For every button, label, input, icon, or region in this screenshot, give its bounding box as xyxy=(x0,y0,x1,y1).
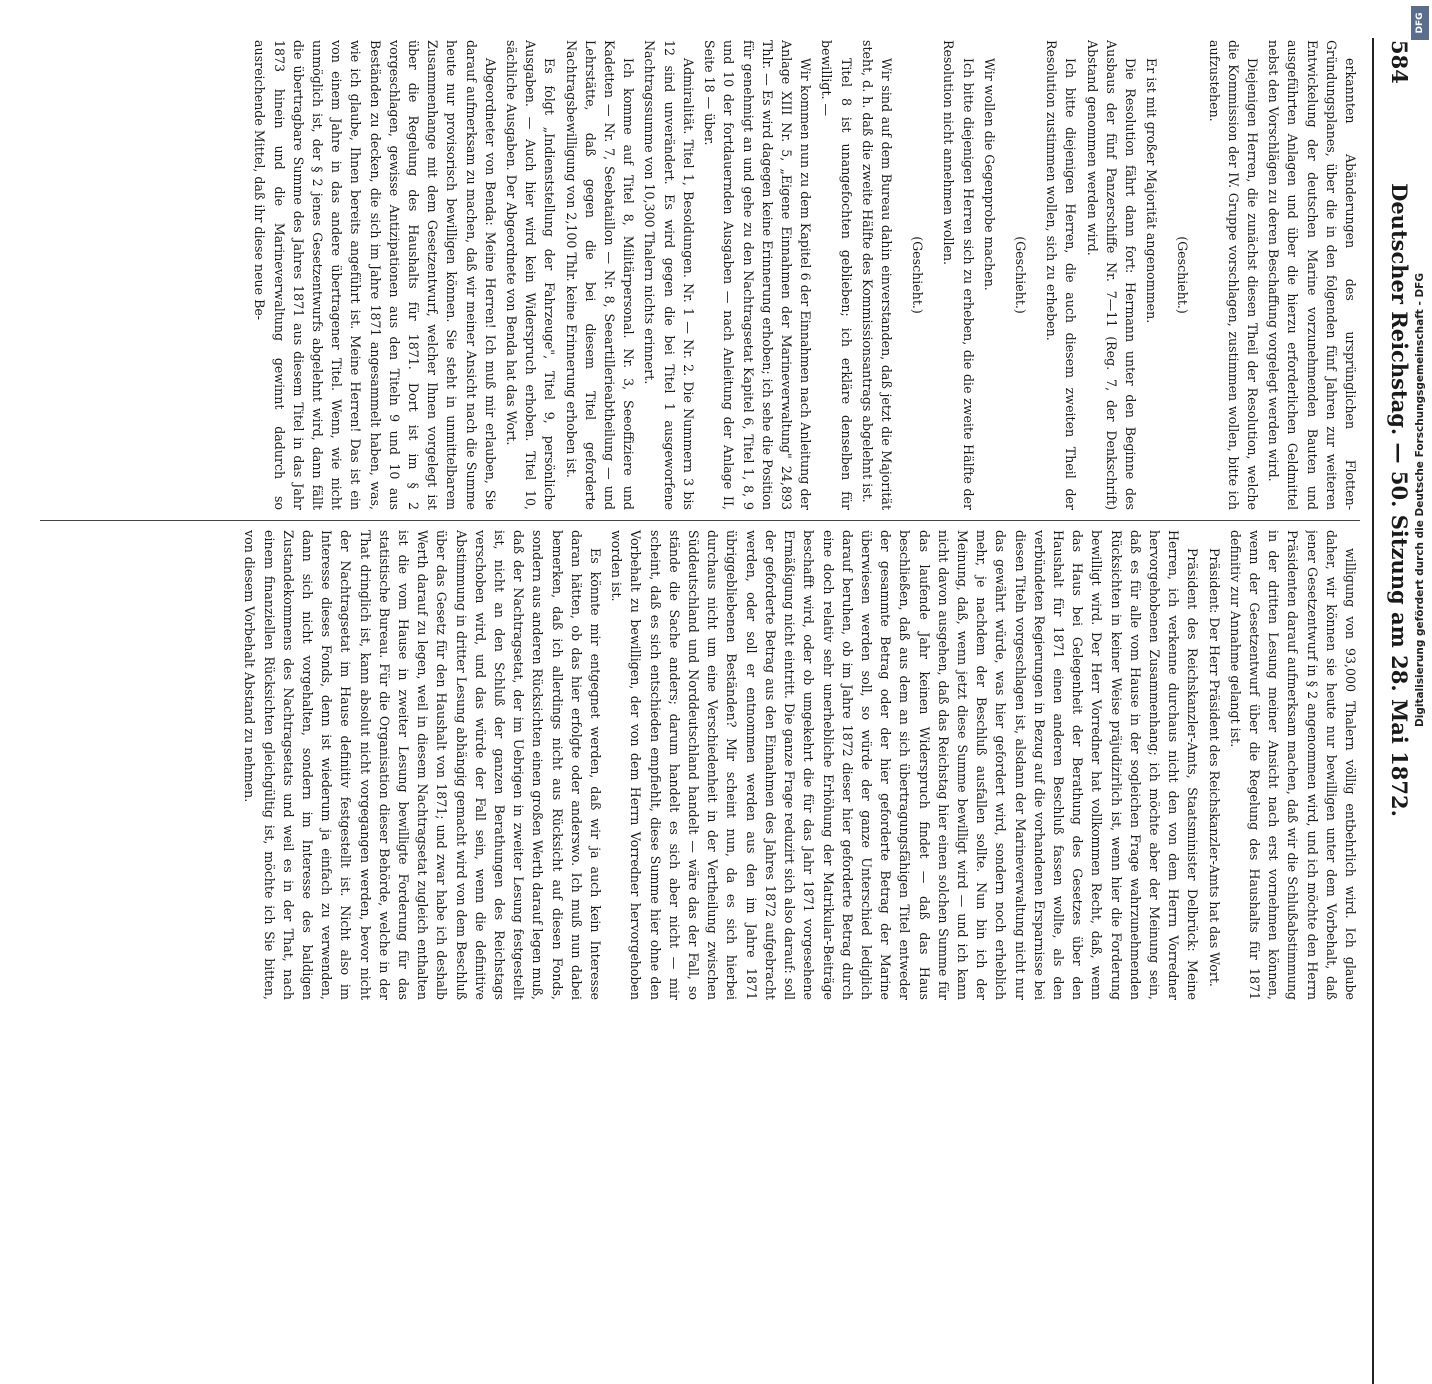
left-paragraph: erkannten Abänderungen des ursprünglichen Flotten-Gründungsplanes, über die in den folgenden fünf Jahren zur weiteren Entwickelung der deutschen Marine vorzunehmenden Bauten und ausgeführten Anlagen und über die hierzu erforderlichen Geldmittel nebst den Vorschlägen zu deren Beschaffung vorgelegt werden wird. xyxy=(1266,40,1358,510)
credit-text: Digitalisierung gefördert durch die Deutsche Forschungsgemeinschaft - DFG xyxy=(1414,273,1426,727)
left-paragraph: Wir sind auf dem Bureau dahin einverstanden, daß jetzt die Majorität steht, d. h. daß die zweite Hälfte des Kommissionsantrags abgelehnt ist. xyxy=(859,40,894,510)
dfg-logo xyxy=(1411,6,1429,40)
left-paragraph: Diejenigen Herren, die zunächst diesen Theil der Resolution, welche die Kommission der IV. Gruppe vorschlagen, zustimmen wollen, bitte ich aufzustehen. xyxy=(1206,40,1260,510)
left-paragraph: (Geschieht.) xyxy=(910,236,926,314)
left-paragraph: Ich komme auf Titel 8, Militärpersonal. Nr. 3, Seeoffiziere und Kadetten — Nr. 7, Seebataillon — Nr. 8, Seeartillerieabtheilung — und Lehrstätte, daß gegen die bei diesem Titel geforderte Nachtragsbewilligung von 2,100 Thlr. keine Erinnerung erhoben ist. xyxy=(563,40,637,510)
left-paragraph: Titel 8 ist unangefochten geblieben; ich erkläre denselben für bewilligt. — xyxy=(819,40,854,510)
dfg-badge-text: DFG xyxy=(1415,12,1425,34)
left-paragraph: Die Resolution fährt dann fort: Hermann unter den Beginne des Ausbaus der fünf Panzerschiffe Nr. 7—11 (Reg. 7, der Denkschrift) Abstand genommen werden wird. xyxy=(1084,40,1138,510)
right-paragraph: willigung von 93,000 Thalern völlig entbehrlich wird. Ich glaube daher, wir können sie heute nur bewilligen unter dem Vorbehalt, daß jener Gesetzentwurf in § 2 angenommen wird, und ich möchte den Herrn Präsidenten darauf aufmerksam machen, daß wir die Schlußabstimmung in der dritten Lesung meiner Ansicht nach erst vornehmen können, wenn der Gesetzentwurf über die Regelung des Haushalts für 1871 definitiv zur Annahme gelangt ist. xyxy=(1227,530,1358,1000)
right-paragraph: Es könnte mir entgegnet werden, daß wir ja auch kein Interesse daran hätten, ob das hier erfolgte oder anderswo. Ich muß nun dabei bemerken, daß ich allerdings nicht aus Rücksicht auf diesen Fonds, sondern aus anderen Rücksichten einen großen Werth darauf legen muß, daß der Nachtragsetat, der im Uebrigen in zweiter Lesung festgestellt ist, nicht an den Schluß der ganzen Berathungen des Reichstags verschoben wird, und das würde der Fall sein, wenn die definitive Abstimmung in dritter Lesung abhängig gemacht wird von dem Beschluß über das Gesetz für den Haushalt von 1871; und zwar habe ich deshalb Werth darauf zu legen, weil in diesem Nachtragsetat zugleich enthalten ist die vom Hause in zweiter Lesung bewilligte Forderung für das statistische Bureau. Für die Organisation dieser Behörde, welche in der That dringlich ist, kann absolut nicht vorgegangen werden, bevor nicht der Nachtragsetat im Hause definitiv festgestellt ist. Nicht also im Interesse dieses Fonds, denn ist wiederum ja einfach zu verwenden, dann sich nicht vorgehalten, sondern im Interesse des baldigen Zustandekommens des Nachtragsetats und weil es in der That, nach einem finanziellen Rücksichten gleichgültig ist, möchte ich Sie bitten, von diesem Vorbehalt Abstand zu nehmen. xyxy=(242,530,604,1000)
left-paragraph: Wir wollen die Gegenprobe machen. xyxy=(981,58,997,291)
right-paragraph: Präsident des Reichskanzler-Amts, Staatsminister Delbrück: Meine Herren, ich verkenne durchaus nicht den von dem Herrn Vorredner hervorgehobenen Zusammenhang; ich möchte aber der Meinung sein, daß es für alle vom Hause in der sogleichen Frage wahrzunehmenden Rücksichten in keiner Weise präjudizirlich ist, wenn hier die Forderung bewilligt wird. Der Herr Vorredner hat vollkommen Recht, daß, wenn das Haus bei Gelegenheit der Berathung des Gesetzes über den Haushalt für 1871 einen anderen Beschluß fassen wollte, als den verbündeten Regierungen in Bezug auf die vorhandenen Ersparnisse bei diesen Titeln vorgeschlagen ist, alsdann der Marineverwaltung nicht nur das gewährt würde, was hier gefordert wird, sondern noch erheblich mehr, je nachdem der Beschluß ausfallen sollte. Nun bin ich der Meinung, daß, wenn jetzt diese Summe bewilligt wird — und ich kann nicht davon ausgehen, daß das Reichstag hier einen solchen Summe für das laufende Jahr keinen Widerspruch findet — daß das Haus beschließen, daß aus dem an sich übertragungsfähigen Titel entweder der gesammte Betrag oder der hier geforderte Betrag der Marine überwiesen werden soll, so würde der ganze Unterschied lediglich darauf beruhen, ob im Jahre 1872 dieser hier geforderte Betrag durch eine doch relativ sehr unerhebliche Erhöhung der Matrikular-Beiträge beschafft wird, oder ob umgekehrt die für das Jahr 1871 vorgesehene Ermäßigung nicht eintritt. Die ganze Frage reduzirt sich also darauf: soll der geforderte Betrag aus den Einnahmen des Jahres 1872 aufgebracht werden, oder soll er entnommen werden aus den im Jahre 1871 übriggebliebenen Beständen? Mir scheint nun, da es sich hierbei durchaus nicht um eine Verschiedenheit in der Vertheilung zwischen Süddeutschland und Norddeutschland handelt — wäre das der Fall, so stände die Sache anders; darum handelt es sich aber nicht — mir scheint, daß es sich entschieden empfiehlt, diese Summe hier ohne den Vorbehalt zu bewilligen, der von dem Herrn Vorredner hervorgehoben worden ist. xyxy=(609,530,1201,1000)
left-paragraph: Abgeordneter von Benda: Meine Herren! Ich muß mir erlauben, Sie darauf aufmerksam zu machen, daß wir meiner Ansicht nach die Summe heute nur provisorisch bewilligen können. Sie steht in unmittelbarem Zusammenhange mit dem Gesetzentwurf, welcher Ihnen vorgelegt ist über die Regelung des Haushalts für 1871. Dort ist im § 2 vorgeschlagen, gewisse Antizipationen aus den Titeln 9 und 10 aus Beständen zu decken, die sich im Jahre 1871 angesammelt haben, was, wie ich glaube, Ihnen bereits angeführt ist. Meine Herren! Das ist ein von einem Jahre in das andere übertragener Titel. Wenn, wie nicht unmöglich ist, der § 2 jenes Gesetzentwurfs abgelehnt wird, dann fällt die übertragbare Summe des Jahres 1871 aus diesem Titel in das Jahr 1873 hinein und die Marineverwaltung gewinnt dadurch so ausreichende Mittel, daß ihr diese neue Be- xyxy=(252,40,498,510)
right-paragraph: Präsident: Der Herr Präsident des Reichskanzler-Amts hat das Wort. xyxy=(1206,548,1222,987)
left-paragraph: Ich bitte diejenigen Herren sich zu erheben, die die zweite Hälfte der Resolution nicht annehmen wollen. xyxy=(941,40,976,510)
page-number: 584 xyxy=(1387,40,1412,84)
column-separator xyxy=(40,520,1360,521)
header-rule xyxy=(1372,38,1374,1384)
left-paragraph: Es folgt „Indienststellung der Fahrzeuge", Titel 9, persönliche Ausgaben. — Auch hier wird kein Widerspruch erhoben. Titel 10, sächliche Ausgaben. Der Abgeordnete von Benda hat das Wort. xyxy=(504,40,558,510)
left-paragraph: (Geschieht.) xyxy=(1012,236,1028,314)
left-paragraph: Wir kommen nun zu dem Kapitel 6 der Einnahmen nach Anleitung der Anlage XIII Nr. 5, „Eigene Einnahmen der Marineverwaltung" 24,893 Thlr. — Es wird dagegen keine Erinnerung erhoben; ich sehe die Position für genehmigt an und gehe zu den Nachtragsetat Kapitel 6, Titel 1, 8, 9 und 10 der fortdauernden Ausgaben — nach Anleitung der Anlage II, Seite 18 — über. xyxy=(702,40,814,510)
left-paragraph: Admiralität. Titel 1, Besoldungen. Nr. 1 — Nr. 2. Die Nummern 3 bis 12 sind unverändert. Es wird gegen die bei Titel 1 ausgeworfene Nachtragssumme von 10,300 Thalern nichts erinnert. xyxy=(642,40,696,510)
right-column xyxy=(40,530,1360,1000)
digitization-credit xyxy=(1408,0,1432,1000)
left-column xyxy=(40,40,1360,510)
running-title: Deutscher Reichstag. — 50. Sitzung am 28. Mai 1872. xyxy=(1387,183,1412,817)
left-paragraph: Er ist mit großer Majorität angenommen. xyxy=(1144,58,1160,324)
left-paragraph: (Geschieht.) xyxy=(1175,236,1191,314)
left-paragraph: Ich bitte diejenigen Herren, die auch diesem zweiten Theil der Resolution zustimmen wollen, sich zu erheben. xyxy=(1044,40,1079,510)
